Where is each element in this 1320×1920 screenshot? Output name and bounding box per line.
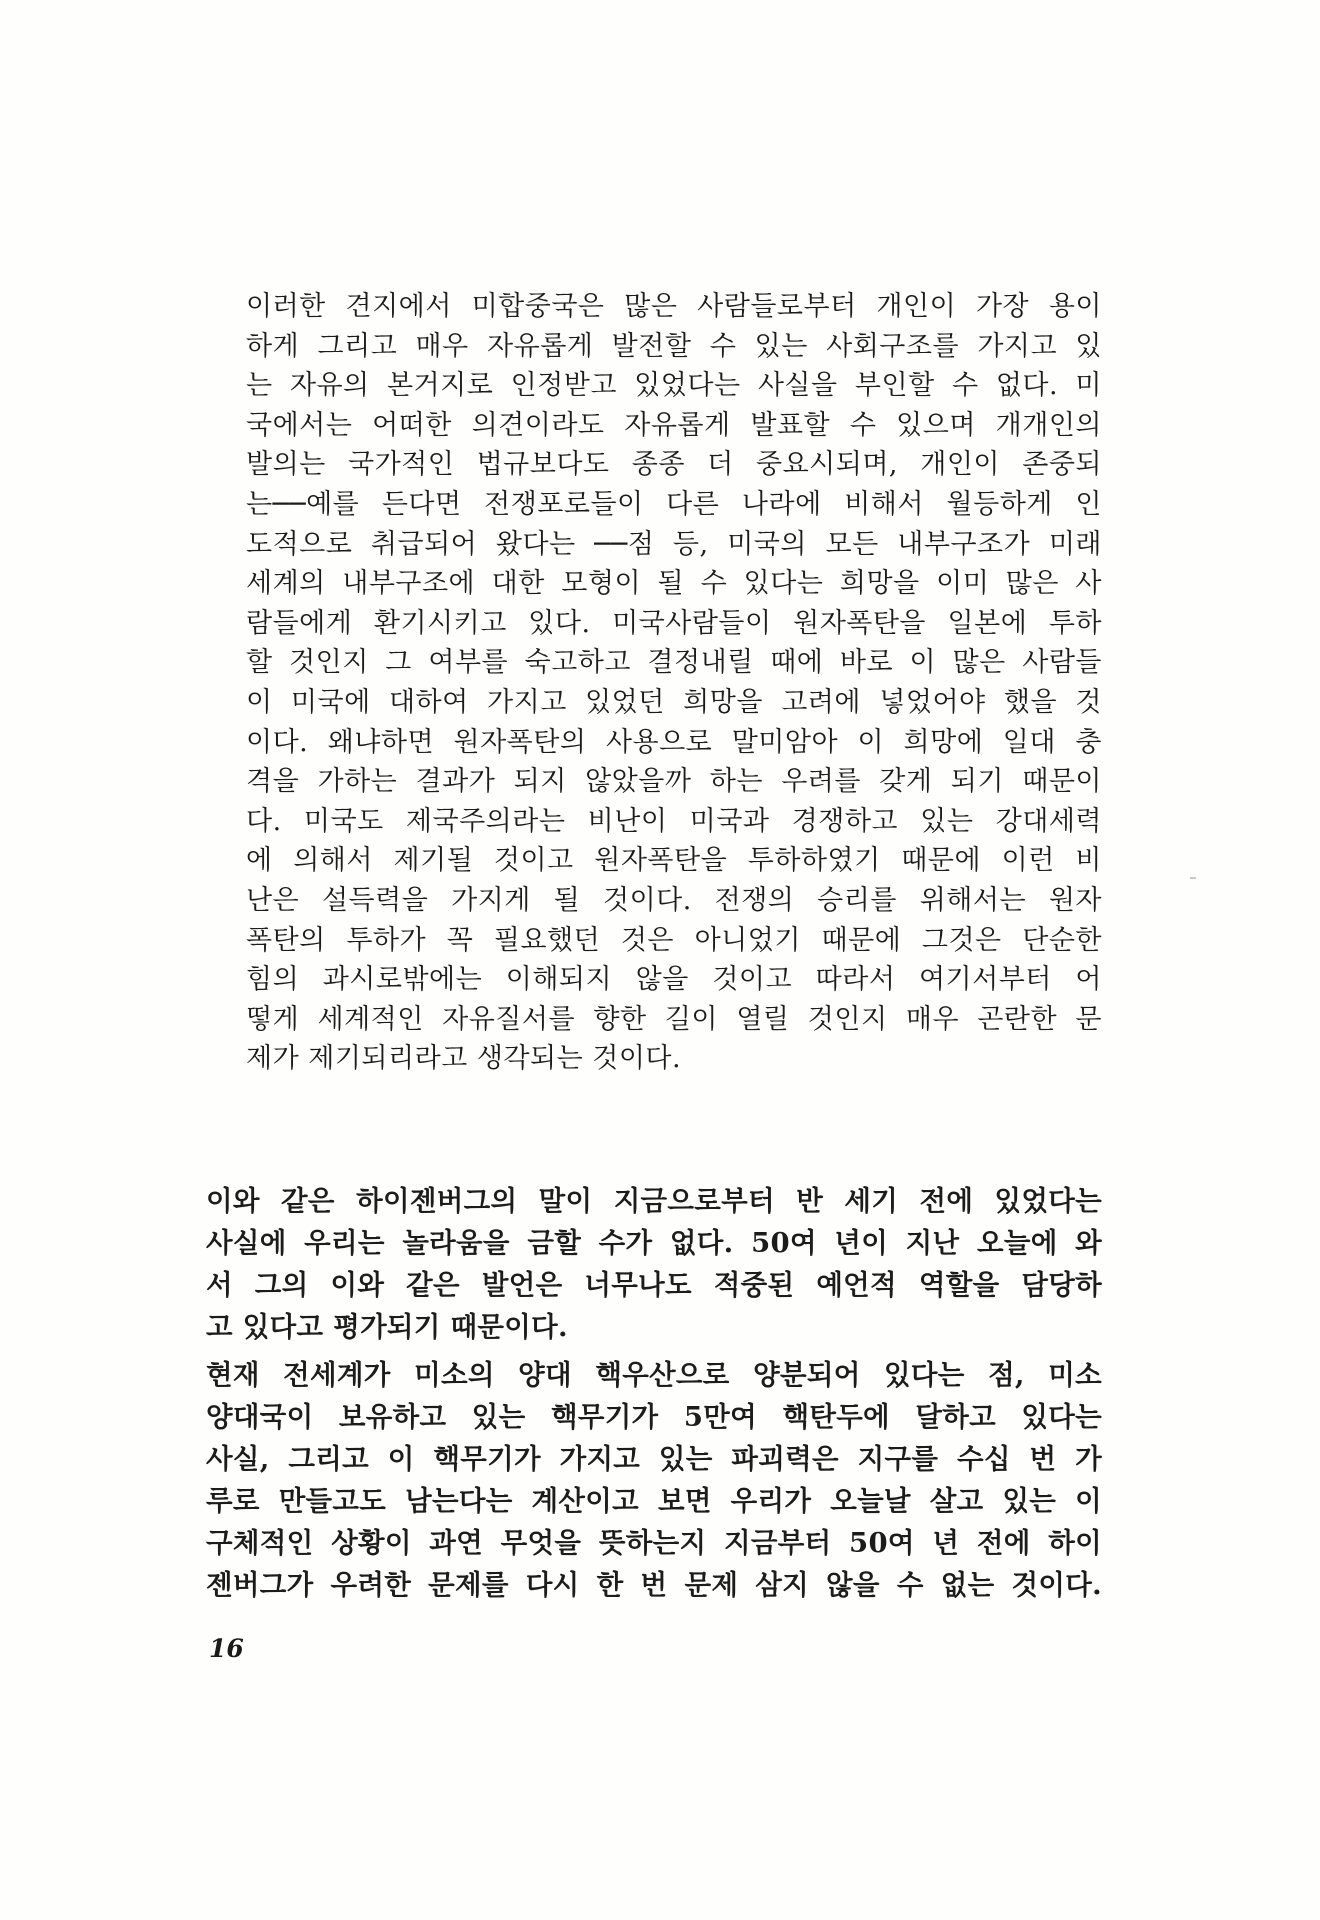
body-text [206, 1180, 1102, 1606]
body-line: 사실에 우리는 놀라움을 금할 수가 없다. 50여 년이 지난 오늘에 와 [206, 1227, 1102, 1259]
quote-line: 국에서는 어떠한 의견이라도 자유롭게 발표할 수 있으며 개개인의 [246, 409, 1102, 441]
scan-speck [1190, 877, 1196, 879]
quote-line: 이 미국에 대하여 가지고 있었던 희망을 고려에 넣었어야 했을 것 [246, 686, 1102, 718]
quote-line: 떻게 세계적인 자유질서를 향한 길이 열릴 것인지 매우 곤란한 문 [246, 1003, 1102, 1035]
body-line: 루로 만들고도 남는다는 계산이고 보면 우리가 오늘날 살고 있는 이 [206, 1485, 1102, 1517]
quote-line: 발의는 국가적인 법규보다도 종종 더 중요시되며, 개인이 존중되 [246, 449, 1102, 481]
body-line: 서 그의 이와 같은 발언은 너무나도 적중된 예언적 역할을 담당하 [206, 1269, 1102, 1301]
quote-line: 하게 그리고 매우 자유롭게 발전할 수 있는 사회구조를 가지고 있 [246, 330, 1102, 362]
paragraph-2 [206, 1354, 1102, 1606]
body-line: 양대국이 보유하고 있는 핵무기가 5만여 핵탄두에 달하고 있다는 [206, 1401, 1102, 1433]
quote-line: 격을 가하는 결과가 되지 않았을까 하는 우려를 갖게 되기 때문이 [246, 766, 1102, 798]
body-line: 고 있다고 평가되기 때문이다. [206, 1311, 568, 1343]
quote-line: 다. 미국도 제국주의라는 비난이 미국과 경쟁하고 있는 강대세력 [246, 805, 1102, 837]
quote-line: 이러한 견지에서 미합중국은 많은 사람들로부터 개인이 가장 용이 [246, 291, 1102, 322]
quote-line: 폭탄의 투하가 꼭 필요했던 것은 아니었기 때문에 그것은 단순한 [246, 924, 1102, 956]
quote-line: 할 것인지 그 여부를 숙고하고 결정내릴 때에 바로 이 많은 사람들 [246, 647, 1102, 679]
quote-line: 는──예를 든다면 전쟁포로들이 다른 나라에 비해서 월등하게 인 [246, 488, 1102, 520]
body-line: 구체적인 상황이 과연 무엇을 뜻하는지 지금부터 50여 년 전에 하이 [206, 1527, 1102, 1559]
quote-line: 세계의 내부구조에 대한 모형이 될 수 있다는 희망을 이미 많은 사 [246, 568, 1102, 600]
block-quote [246, 287, 1102, 1079]
paragraph-1 [206, 1180, 1102, 1348]
quote-line: 힘의 과시로밖에는 이해되지 않을 것이고 따라서 여기서부터 어 [246, 964, 1102, 996]
quote-line: 이다. 왜냐하면 원자폭탄의 사용으로 말미암아 이 희망에 일대 충 [246, 726, 1102, 758]
page-number: 16 [209, 1634, 244, 1663]
quote-line: 제가 제기되리라고 생각되는 것이다. [246, 1043, 682, 1075]
quote-line: 도적으로 취급되어 왔다는 ──점 등, 미국의 모든 내부구조가 미래 [246, 528, 1102, 560]
quote-line: 난은 설득력을 가지게 될 것이다. 전쟁의 승리를 위해서는 원자 [246, 884, 1102, 916]
quote-line: 는 자유의 본거지로 인정받고 있었다는 사실을 부인할 수 없다. 미 [246, 370, 1102, 402]
body-line: 이와 같은 하이젠버그의 말이 지금으로부터 반 세기 전에 있었다는 [206, 1185, 1102, 1217]
body-line: 젠버그가 우려한 문제를 다시 한 번 문제 삼지 않을 수 없는 것이다. [206, 1569, 1102, 1601]
quote-line: 에 의해서 제기될 것이고 원자폭탄을 투하하였기 때문에 이런 비 [246, 845, 1102, 877]
quote-line: 람들에게 환기시키고 있다. 미국사람들이 원자폭탄을 일본에 투하 [246, 607, 1102, 639]
body-line: 사실, 그리고 이 핵무기가 가지고 있는 파괴력은 지구를 수십 번 가 [206, 1443, 1102, 1475]
body-line: 현재 전세계가 미소의 양대 핵우산으로 양분되어 있다는 점, 미소 [206, 1359, 1102, 1391]
